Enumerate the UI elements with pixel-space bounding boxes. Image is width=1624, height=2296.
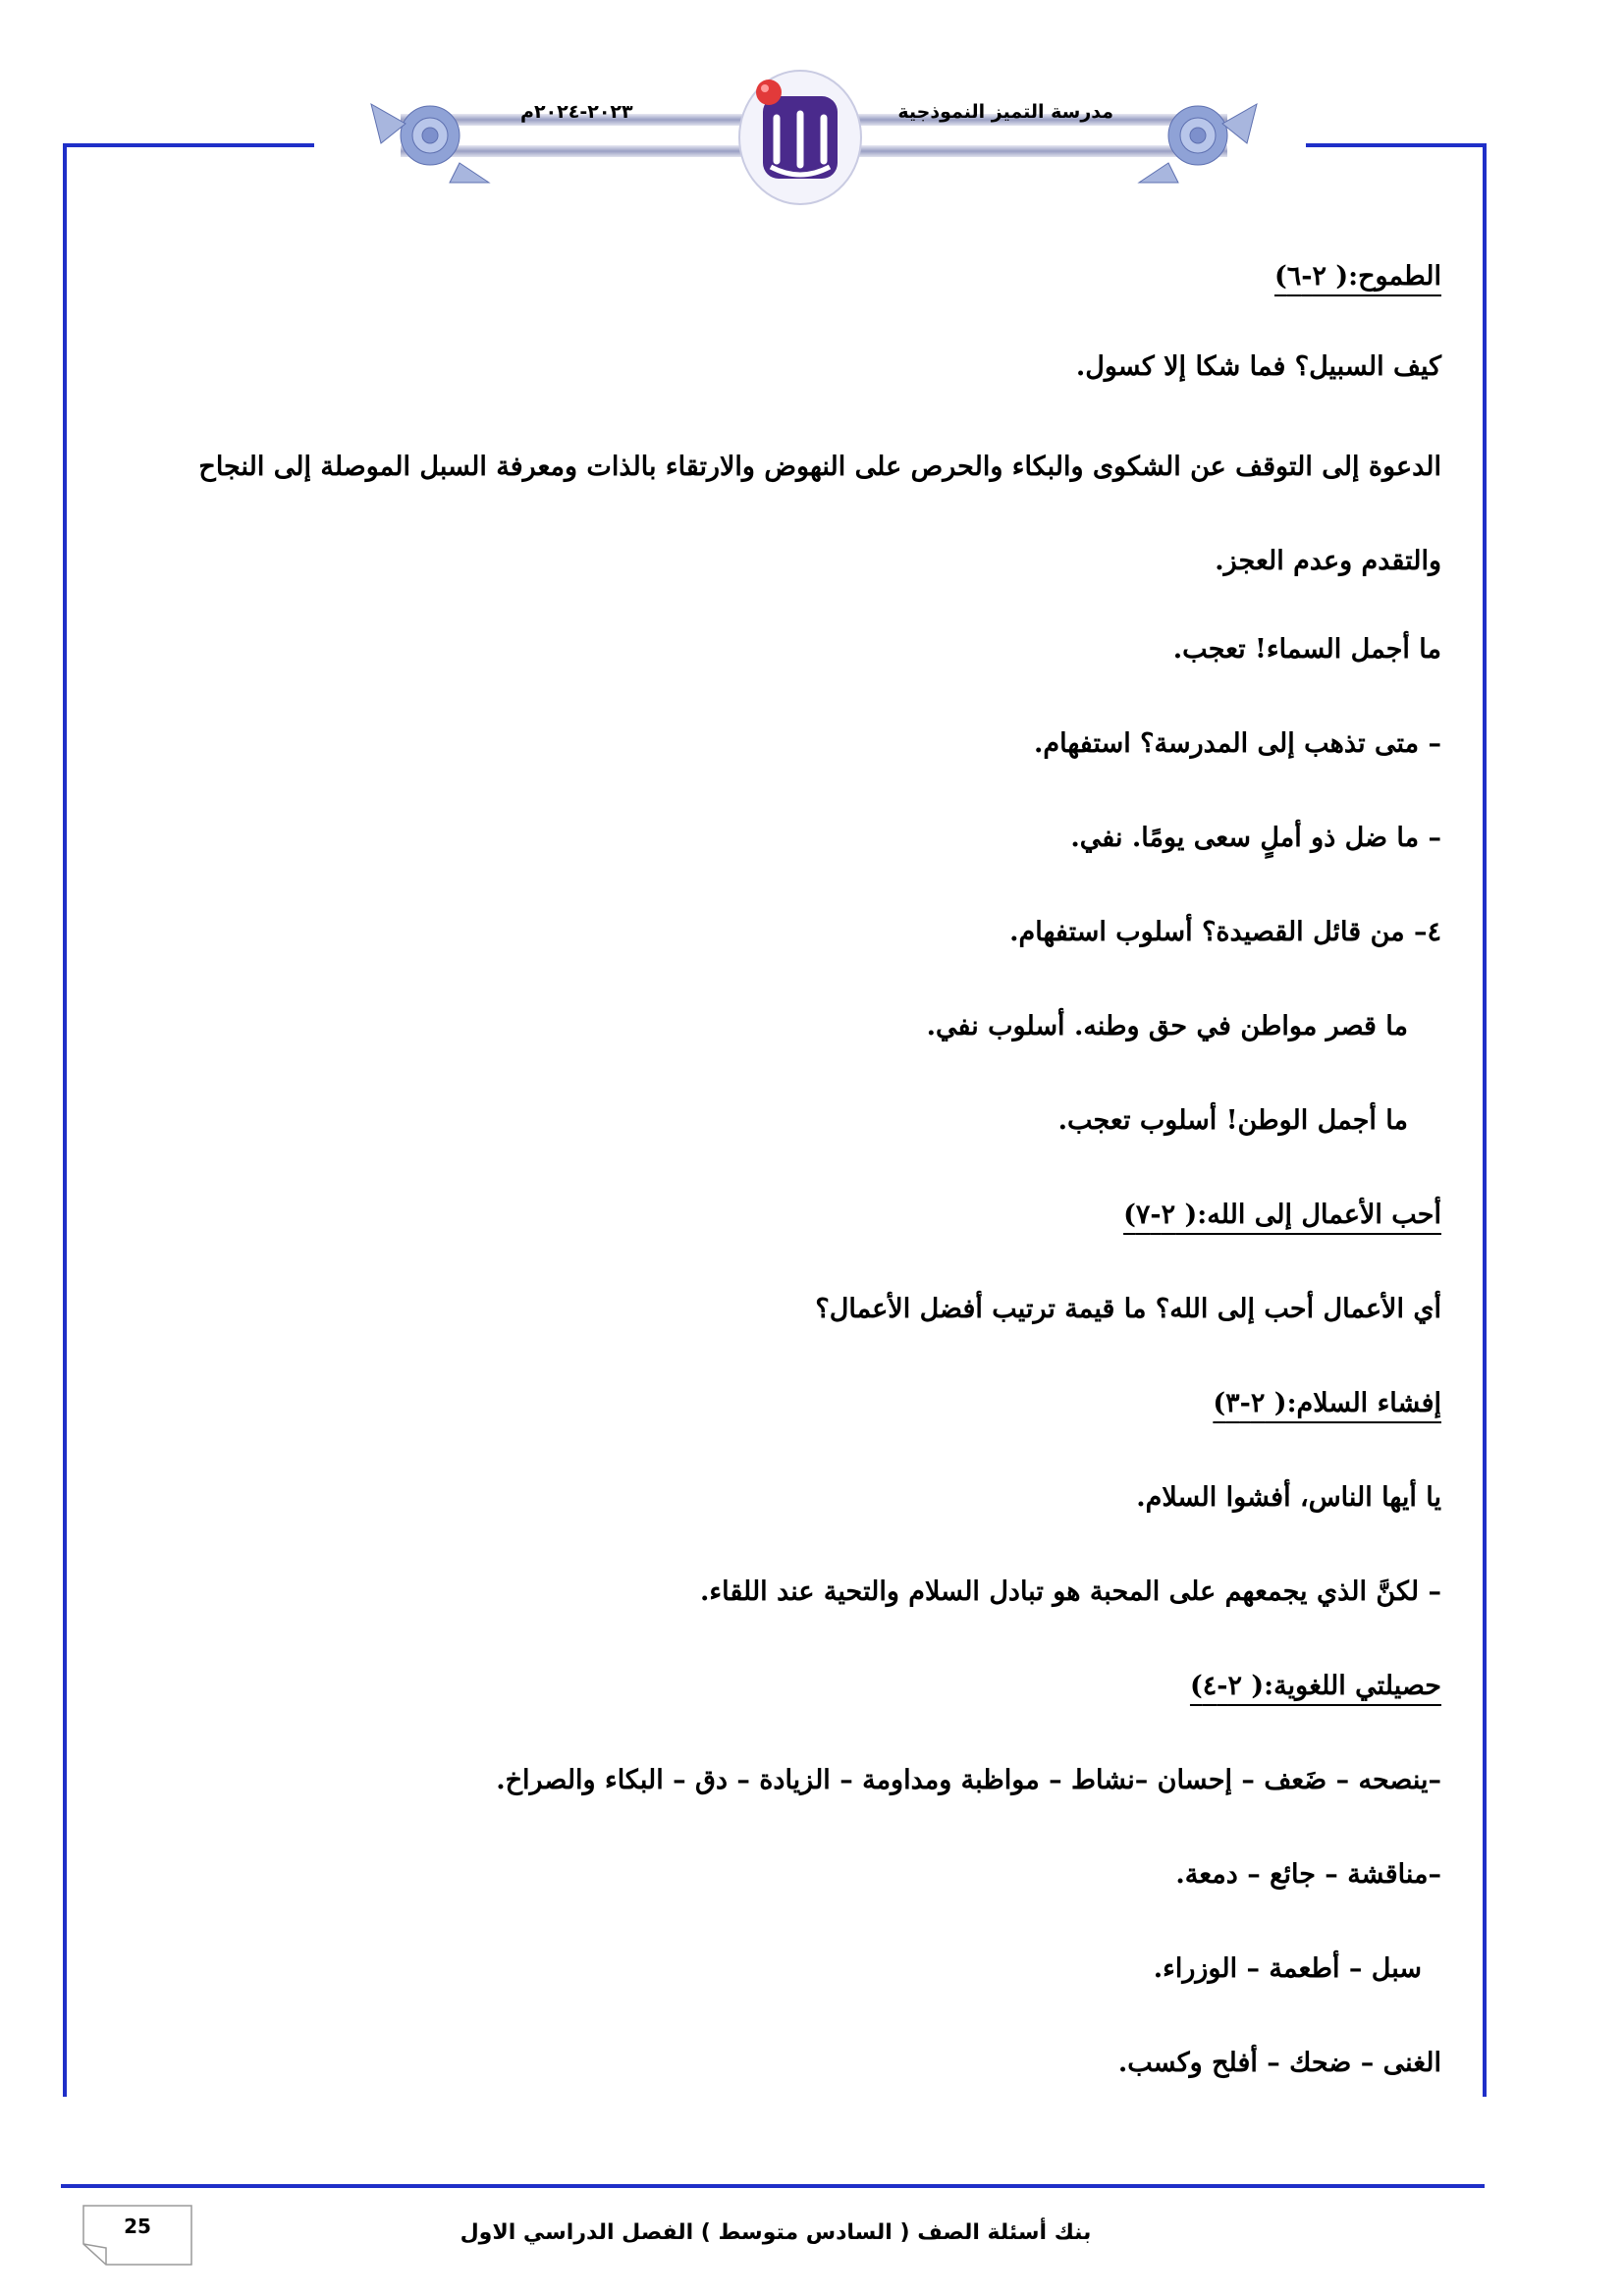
- section-heading-deeds: أحب الأعمال إلى الله:( ٢-٧): [1123, 1200, 1441, 1230]
- text-line: أي الأعمال أحب إلى الله؟ ما قيمة ترتيب أفضل الأعمال؟: [815, 1294, 1441, 1324]
- text-paragraph: الدعوة إلى التوقف عن الشكوى والبكاء والحرص على النهوض والارتقاء بالذات ومعرفة السبل الموصلة إلى النجاح والتقدم وعدم العجز.: [198, 452, 1441, 576]
- text-line: ٤– من قائل القصيدة؟ أسلوب استفهام.: [1009, 917, 1441, 947]
- frame-right: [1483, 143, 1487, 2097]
- section-heading-ambition: الطموح:( ٢-٦): [1273, 261, 1441, 292]
- text-line: – لكنَّ الذي يجمعهم على المحبة هو تبادل السلام والتحية عند اللقاء.: [700, 1576, 1441, 1607]
- frame-top-left: [63, 143, 314, 147]
- section-heading-greeting: إفشاء السلام:( ٢-٣): [1213, 1388, 1441, 1418]
- page-number: 25: [124, 2215, 151, 2238]
- text-line: يا أيها الناس، أفشوا السلام.: [1136, 1482, 1441, 1513]
- text-line: الغنى – ضحك – أفلح وكسب.: [1117, 2048, 1441, 2078]
- text-line: سبل – أطعمة – الوزراء.: [1153, 1953, 1422, 1984]
- section-heading-vocab: حصيلتي اللغوية:( ٢-٤): [1189, 1671, 1441, 1701]
- frame-left: [63, 143, 67, 2097]
- text-line: ما قصر مواطن في حق وطنه. أسلوب نفي.: [926, 1011, 1408, 1041]
- text-line: كيف السبيل؟ فما شكا إلا كسول.: [1075, 351, 1441, 382]
- academic-year: ٢٠٢٣-٢٠٢٤م: [520, 101, 633, 123]
- frame-top-right: [1306, 143, 1487, 147]
- text-line: ما أجمل السماء! تعجب.: [1172, 634, 1441, 665]
- text-line: –مناقشة – جائع – دمعة.: [1175, 1859, 1441, 1890]
- school-name: مدرسة التميز النموذجية: [897, 101, 1113, 123]
- text-line: –ينصحه – ضَعف – إحسان –نشاط – مواظبة ومداومة – الزيادة – دق – البكاء والصراخ.: [496, 1765, 1441, 1795]
- school-logo: [731, 59, 869, 208]
- text-line: ما أجمل الوطن! أسلوب تعجب.: [1057, 1105, 1408, 1136]
- text-line: – ما ضل ذو أملٍ سعى يومًا. نفي.: [1070, 823, 1441, 853]
- text-line: – متى تذهب إلى المدرسة؟ استفهام.: [1034, 728, 1441, 759]
- footer-divider: [61, 2184, 1485, 2188]
- page-number-box: [82, 2205, 192, 2266]
- footer-title: بنك أسئلة الصف ( السادس متوسط ) الفصل الدراسي الاول: [460, 2220, 1092, 2245]
